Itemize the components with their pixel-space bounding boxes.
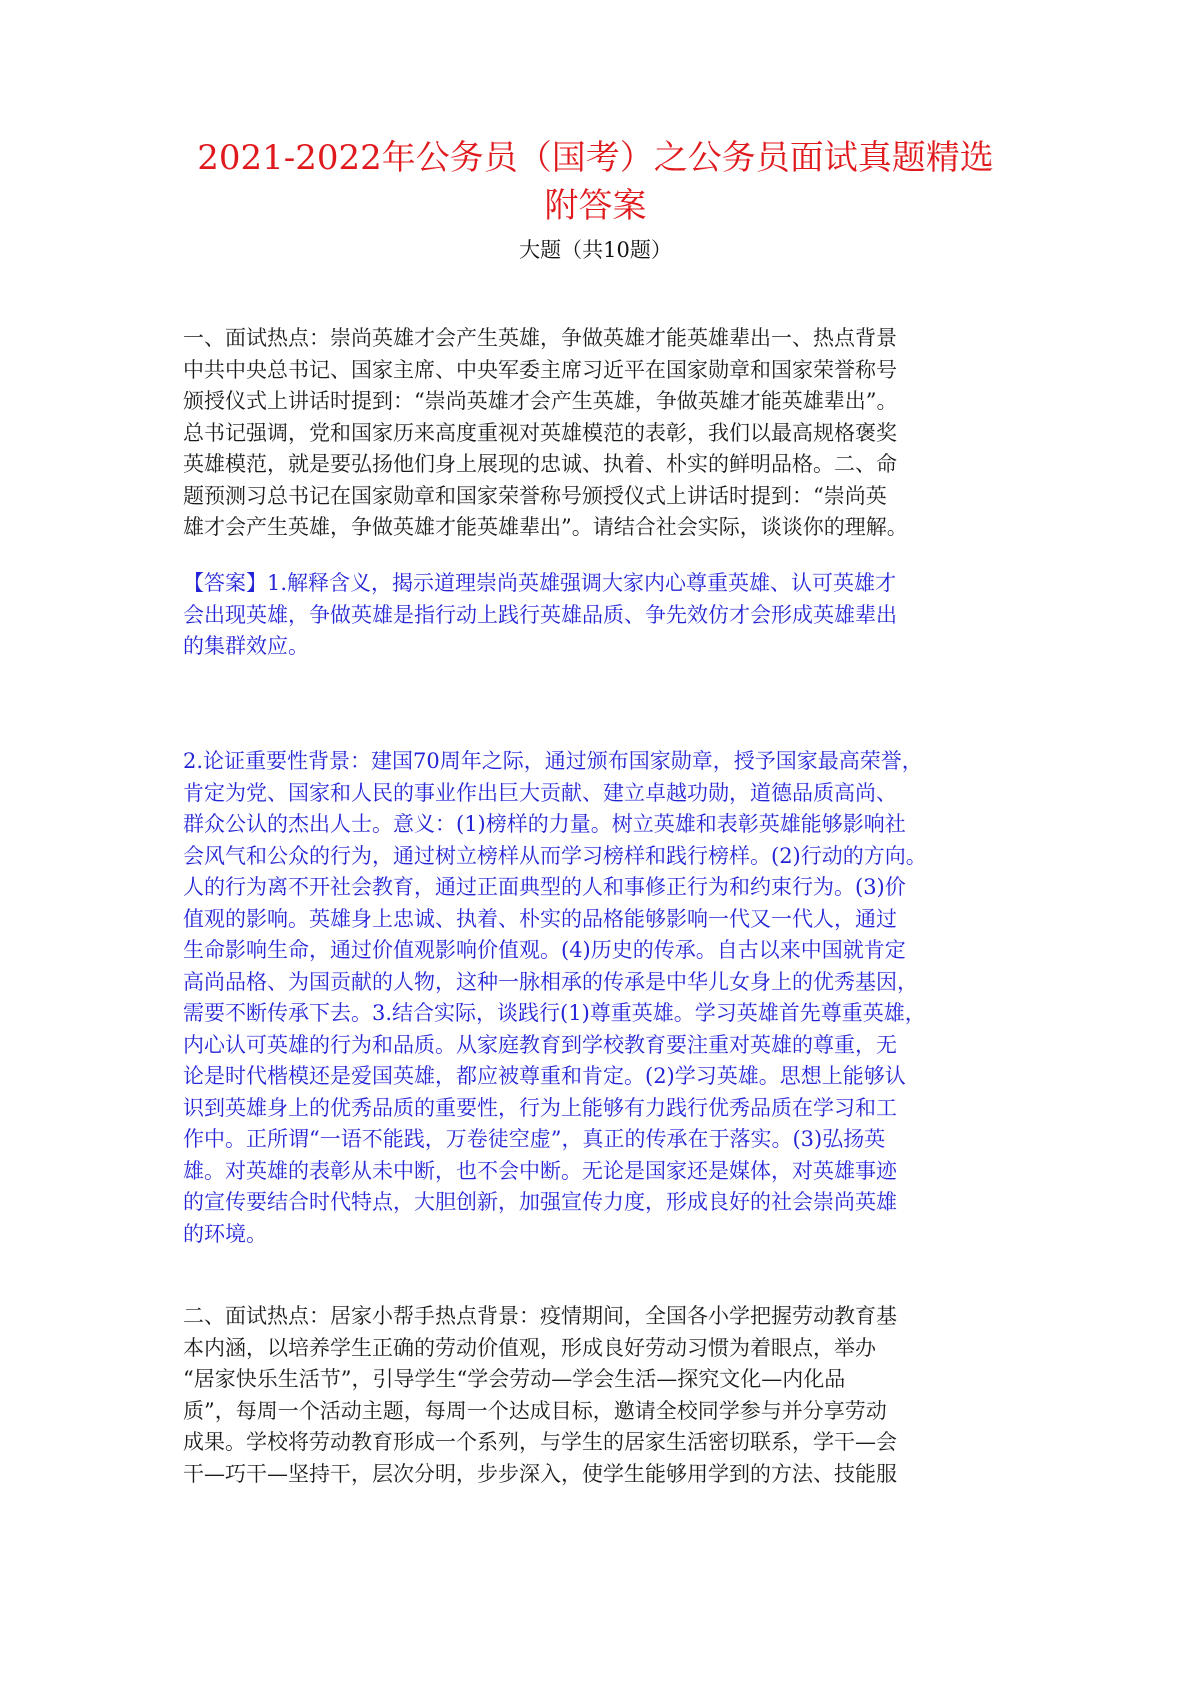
question-2-text: 二、面试热点：居家小帮手热点背景：疫情期间，全国各小学把握劳动教育基 本内涵，以培养学生正确的劳动价值观，形成良好劳动习惯为着眼点，举办 “居家快乐生活节”，引导学生“学会劳动—学会生活—探究文化—内化品 质”，每周一个活动主题，每周一个达成目标，邀请全校同学参与并分享劳动 成果。学校将劳动教育形成一个系列，与学生的居家生活密切联系，学干—会 干—巧干—坚持干，层次分明，步步深入，使学生能够用学到的方法、技能服	[183, 1304, 897, 1486]
answer-1-part-1: 【答案】1.解释含义，揭示道理崇尚英雄强调大家内心尊重英雄、认可英雄才 会出现英雄，争做英雄是指行动上践行英雄品质、争先效仿才会形成英雄辈出 的集群效应。	[183, 571, 897, 658]
answer-1-part-2: 2.论证重要性背景：建国70周年之际，通过颁布国家勋章，授予国家最高荣誉， 肯定为党、国家和人民的事业作出巨大贡献、建立卓越功勋，道德品质高尚、 群众公认的杰出人士。意义：(1)榜样的力量。树立英雄和表彰英雄能够影响社 会风气和公众的行为，通过树立榜样从而学习榜样和践行榜样。(2)行动的方向。 人的行为离不开社会教育，通过正面典型的人和事修正行为和约束行为。(3)价 值观的影响。英雄身上忠诚、执着、朴实的品格能够影响一代又一代人，通过 生命影响生命，通过价值观影响价值观。(4)历史的传承。自古以来中国就肯定 高尚品格、为国贡献的人物，这种一脉相承的传承是中华儿女身上的优秀基因， 需要不断传承下去。3.结合实际，谈践行(1)尊重英雄。学习英雄首先尊重英雄， 内心认可英雄的行为和品质。从家庭教育到学校教育要注重对英雄的尊重，无 论是时代楷模还是爱国英雄，都应被尊重和肯定。(2)学习英雄。思想上能够认 识到英雄身上的优秀品质的重要性，行为上能够有力践行优秀品质在学习和工 作中。正所谓“一语不能践，万卷徒空虚”，真正的传承在于落实。(3)弘扬英 雄。对英雄的表彰从未中断，也不会中断。无论是国家还是媒体，对英雄事迹 的宣传要结合时代特点，大胆创新，加强宣传力度，形成良好的社会崇尚英雄 的环境。	[183, 749, 927, 1246]
document-title-line2: 附答案	[544, 186, 647, 226]
document-title-line1: 2021-2022年公务员（国考）之公务员面试真题精选	[197, 138, 994, 178]
question-1-text: 一、面试热点：崇尚英雄才会产生英雄，争做英雄才能英雄辈出一、热点背景 中共中央总书记、国家主席、中央军委主席习近平在国家勋章和国家荣誉称号 颁授仪式上讲话时提到：“崇尚英雄才会产生英雄，争做英雄才能英雄辈出”。 总书记强调，党和国家历来高度重视对英雄模范的表彰，我们以最高规格褒奖 英雄模范，就是要弘扬他们身上展现的忠诚、执着、朴实的鲜明品格。二、命 题预测习总书记在国家勋章和国家荣誉称号颁授仪式上讲话时提到：“崇尚英 雄才会产生英雄，争做英雄才能英雄辈出”。请结合社会实际，谈谈你的理解。	[183, 326, 908, 539]
section-heading: 大题（共10题）	[519, 238, 672, 262]
